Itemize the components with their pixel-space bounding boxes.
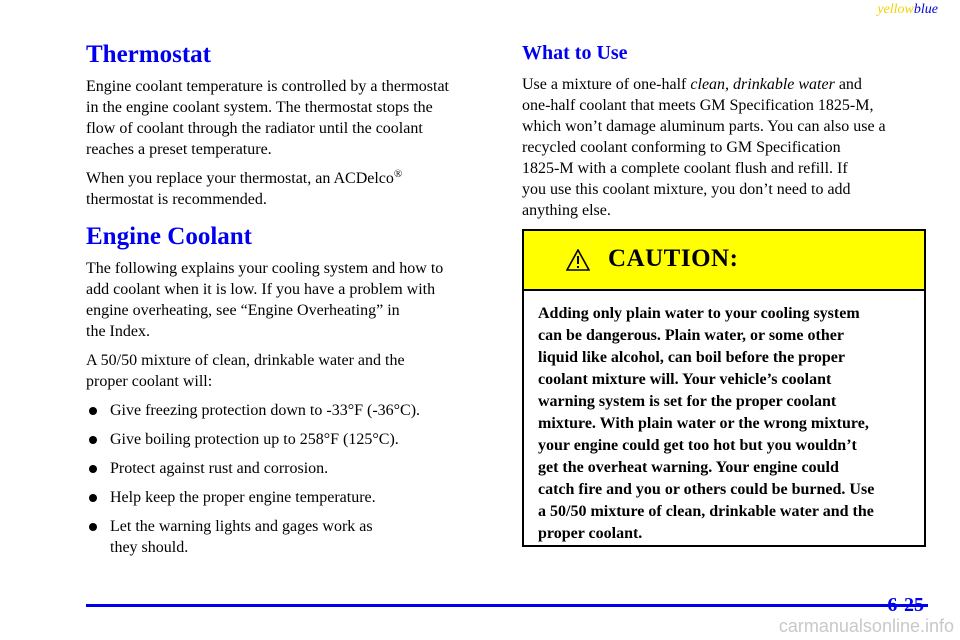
- list-item: [86, 458, 496, 479]
- text-line: [86, 168, 496, 189]
- text-line: 1825-M with a complete coolant flush and refill. If: [522, 160, 848, 177]
- text-line: The following explains your cooling system and how to: [86, 260, 444, 277]
- list-item: [86, 429, 496, 450]
- text-line: your engine could get too hot but you wouldn’t: [538, 437, 857, 454]
- coolant-benefits-list: [86, 400, 496, 558]
- text-line: which won’t damage aluminum parts. You can also use a: [522, 118, 886, 135]
- text-line: get the overheat warning. Your engine could: [538, 459, 839, 476]
- text-line: liquid like alcohol, can boil before the proper: [538, 349, 845, 366]
- text-line: you use this coolant mixture, you don’t need to add: [522, 181, 851, 198]
- what-to-use-paragraph: [522, 74, 932, 221]
- caution-text: [538, 303, 918, 545]
- text-line: reaches a preset temperature.: [86, 141, 272, 158]
- text-line: catch fire and you or others could be burned. Use: [538, 481, 875, 498]
- text-line: flow of coolant through the radiator until the coolant: [86, 120, 423, 137]
- text-line: in the engine coolant system. The thermostat stops the: [86, 99, 433, 116]
- coolant-paragraph-2: [86, 350, 496, 392]
- text-line: add coolant when it is low. If you have a problem with: [86, 281, 436, 298]
- bullet-icon: [89, 465, 97, 473]
- text-line: engine overheating, see “Engine Overheating” in: [86, 302, 400, 319]
- text-line: Adding only plain water to your cooling system: [538, 305, 860, 322]
- text-line: coolant mixture will. Your vehicle’s coolant: [538, 371, 832, 388]
- registered-mark: ®: [393, 168, 403, 180]
- text-line: anything else.: [522, 202, 611, 219]
- list-item: [86, 400, 496, 421]
- bullet-icon: [89, 494, 97, 502]
- bullet-icon: [89, 407, 97, 415]
- text-line: Protect against rust and corrosion.: [110, 460, 329, 477]
- thermostat-paragraph-1: [86, 76, 496, 160]
- thermostat-paragraph-2: [86, 168, 496, 210]
- text-line: Give freezing protection down to -33°F (-36°C).: [110, 402, 421, 419]
- text-line: warning system is set for the proper coolant: [538, 393, 837, 410]
- text-line: [522, 74, 932, 95]
- footer-rule: [86, 604, 928, 607]
- bullet-icon: [89, 523, 97, 531]
- text-segment: When you replace your thermostat, an ACDelco: [86, 170, 394, 187]
- text-line: one-half coolant that meets GM Specification 1825-M,: [522, 97, 874, 114]
- text-segment: and: [834, 76, 862, 93]
- text-line: the Index.: [86, 323, 150, 340]
- text-line: mixture. With plain water or the wrong mixture,: [538, 415, 869, 432]
- text-line: a 50/50 mixture of clean, drinkable water and the: [538, 503, 874, 520]
- text-line: Let the warning lights and gages work as: [110, 518, 373, 535]
- warning-triangle-icon: [566, 249, 590, 271]
- text-line: A 50/50 mixture of clean, drinkable water and the: [86, 352, 405, 369]
- thermostat-heading: Thermostat: [86, 41, 211, 68]
- color-tag: [877, 2, 938, 18]
- text-line: Help keep the proper engine temperature.: [110, 489, 376, 506]
- color-tag-yellow: yellow: [877, 2, 914, 17]
- watermark: carmanualsonline.info: [778, 616, 954, 636]
- left-column: [86, 40, 496, 558]
- list-item: [86, 487, 496, 508]
- right-column: [522, 40, 932, 221]
- what-to-use-heading: What to Use: [522, 42, 628, 64]
- text-segment: Use a mixture of one-half: [522, 76, 691, 93]
- text-line: proper coolant.: [538, 525, 643, 542]
- text-line: can be dangerous. Plain water, or some other: [538, 327, 844, 344]
- page-number: 6-25: [887, 594, 924, 616]
- text-line: proper coolant will:: [86, 373, 213, 390]
- text-line: recycled coolant conforming to GM Specification: [522, 139, 841, 156]
- text-line: Engine coolant temperature is controlled by a thermostat: [86, 78, 449, 95]
- text-line: thermostat is recommended.: [86, 191, 267, 208]
- text-line: they should.: [110, 539, 189, 556]
- color-tag-blue: blue: [913, 2, 938, 17]
- caution-title: CAUTION:: [608, 245, 739, 272]
- text-line: Give boiling protection up to 258°F (125°C).: [110, 431, 399, 448]
- engine-coolant-heading: Engine Coolant: [86, 223, 253, 250]
- list-item: [86, 516, 496, 558]
- caution-header: [524, 231, 924, 291]
- caution-box: [522, 229, 926, 547]
- emphasis-text: clean, drinkable water: [690, 76, 835, 93]
- bullet-icon: [89, 436, 97, 444]
- coolant-paragraph-1: [86, 258, 496, 342]
